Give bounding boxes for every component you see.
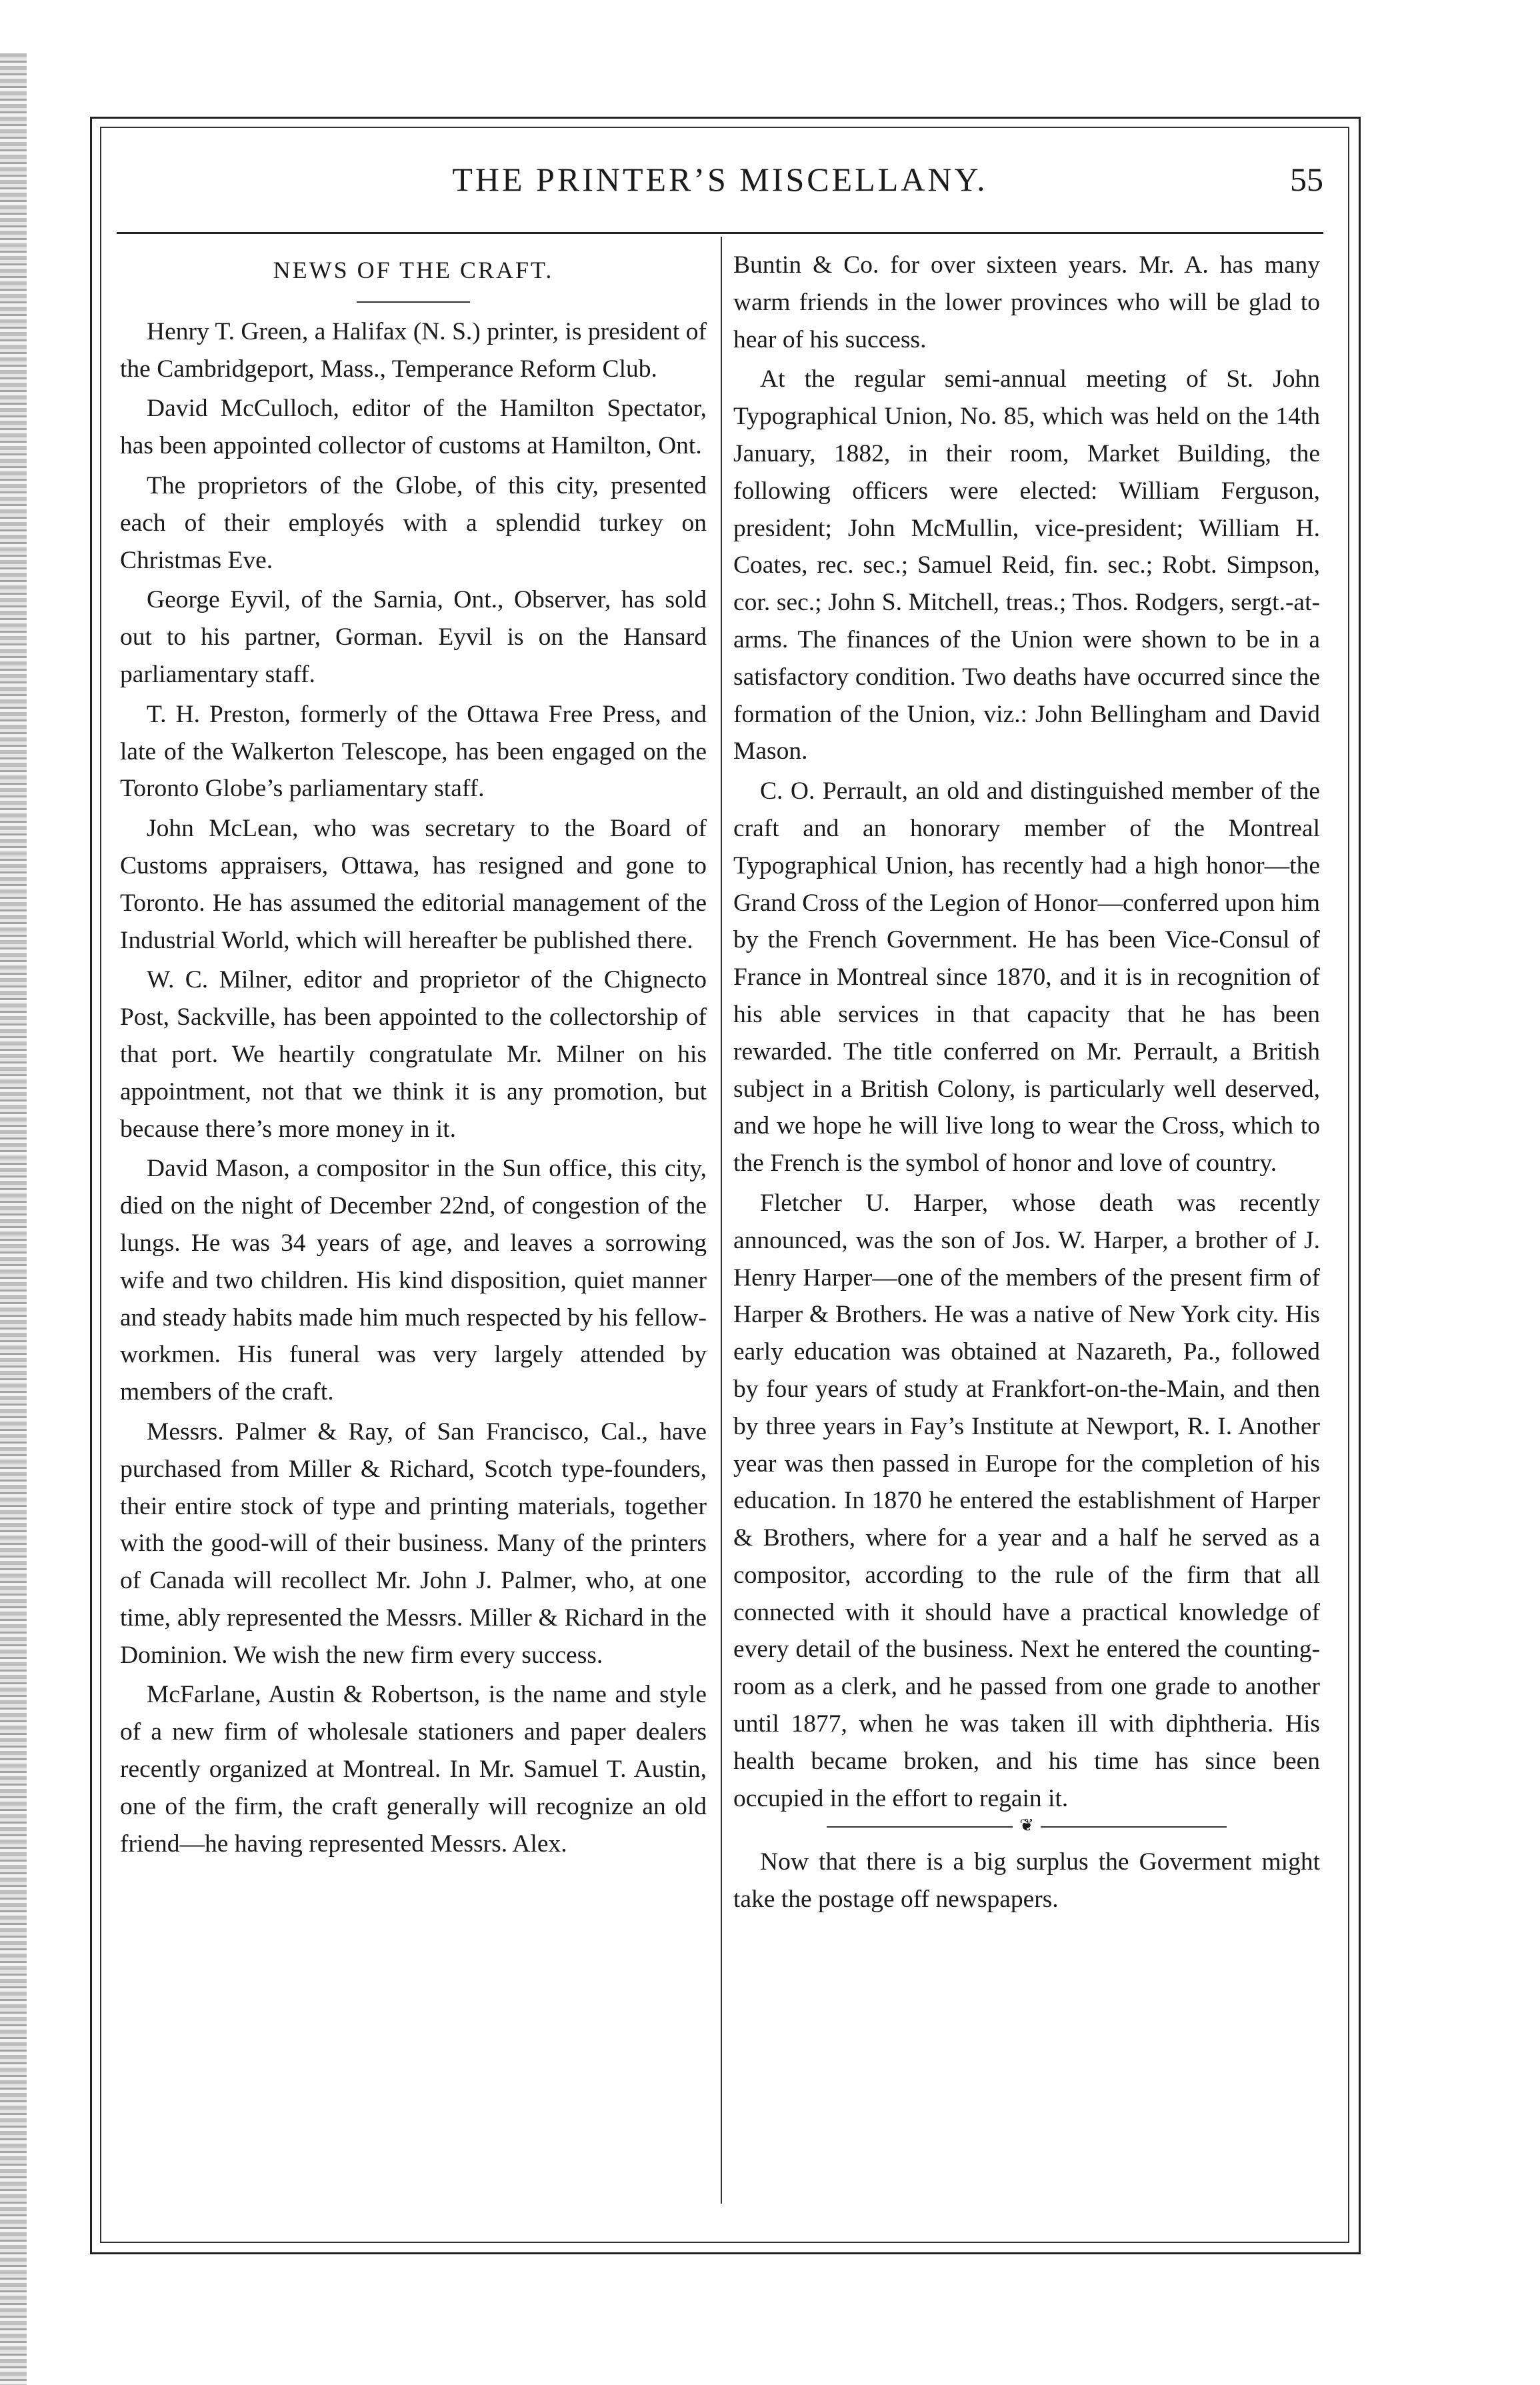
news-item: David Mason, a compositor in the Sun office, this city, died on the night of December 22nd, of congestion of the lungs. He was 34 years of age, and leaves a sorrowing wife and two children. His kind disposition, quiet manner and steady habits made him much respected by his fellow-workmen. His funeral was very largely attended by members of the craft. <box>120 1155 707 1406</box>
closing-item: Now that there is a big surplus the Goverment might take the postage off newspapers. <box>733 1848 1320 1914</box>
divider-ornament: ❦ <box>1013 1817 1041 1834</box>
ornamental-divider <box>827 1816 1227 1836</box>
news-item: Henry T. Green, a Halifax (N. S.) printer, is president of the Cambridgeport, Mass., Temperance Reform Club. <box>120 317 707 383</box>
right-column <box>733 247 1320 1921</box>
news-item: Fletcher U. Harper, whose death was recently announced, was the son of Jos. W. Harper, a brother of J. Henry Harper—one of the members of the present firm of Harper & Brothers. He was a native of New York city. His early education was obtained at Nazareth, Pa., followed by four years of study at Frankfort-on-the-Main, and then by three years in Fay’s Institute at Newport, R. I. Another year was then passed in Europe for the completion of his education. In 1870 he entered the establishment of Harper & Brothers, where for a year and a half he served as a compositor, according to the rule of the firm that all connected with it should have a practical knowledge of every detail of the business. Next he entered the counting-room as a clerk, and he passed from one grade to another until 1877, when he was taken ill with diphtheria. His health became broken, and his time has since been occupied in the effort to regain it. <box>733 1189 1320 1812</box>
news-item: The proprietors of the Globe, of this city, presented each of their employés with a splendid turkey on Christmas Eve. <box>120 471 707 574</box>
news-item: George Eyvil, of the Sarnia, Ont., Observer, has sold out to his partner, Gorman. Eyvil is on the Hansard parliamentary staff. <box>120 586 707 688</box>
page-number: 55 <box>1290 161 1323 198</box>
news-item: At the regular semi-annual meeting of St. John Typographical Union, No. 85, which was held on the 14th January, 1882, in their room, Market Building, the following officers were elected: William Ferguson, president; John McMullin, vice-president; William H. Coates, rec. sec.; Samuel Reid, fin. sec.; Robt. Simpson, cor. sec.; John S. Mitchell, treas.; Thos. Rodgers, sergt.-at-arms. The finances of the Union were shown to be in a satisfactory condition. Two deaths have occurred since the formation of the Union, viz.: John Bellingham and David Mason. <box>733 365 1320 765</box>
column-divider <box>721 237 722 2204</box>
header-rule <box>117 232 1323 234</box>
news-item: T. H. Preston, formerly of the Ottawa Free Press, and late of the Walkerton Telescope, has been engaged on the Toronto Globe’s parliamentary staff. <box>120 700 707 803</box>
running-head <box>117 160 1323 213</box>
news-item: Messrs. Palmer & Ray, of San Francisco, Cal., have purchased from Miller & Richard, Scotch type-founders, their entire stock of type and printing materials, together with the good-will of their business. Many of the printers of Canada will recollect Mr. John J. Palmer, who, at one time, ably represented the Messrs. Miller & Richard in the Dominion. We wish the new firm every success. <box>120 1418 707 1669</box>
news-item: W. C. Milner, editor and proprietor of the Chignecto Post, Sackville, has been appointed to the collectorship of that port. We heartily congratulate Mr. Milner on his appointment, not that we think it is any promotion, but because there’s more money in it. <box>120 966 707 1143</box>
left-column <box>120 247 707 1865</box>
journal-title: THE PRINTER’S MISCELLANY. <box>452 161 988 198</box>
news-item: C. O. Perrault, an old and distinguished member of the craft and an honorary member of the Montreal Typographical Union, has recently had a high honor—the Grand Cross of the Legion of Honor—conferred upon him by the French Government. He has been Vice-Consul of France in Montreal since 1870, and it is in recognition of his able services in that capacity that he has been rewarded. The title conferred on Mr. Perrault, a British subject in a British Colony, is particularly well deserved, and we hope he will live long to wear the Cross, which to the French is the symbol of honor and love of country. <box>733 777 1320 1177</box>
section-heading: NEWS OF THE CRAFT. <box>273 257 554 283</box>
section-heading-rule <box>357 301 470 303</box>
book-binding-edge <box>0 53 27 2385</box>
news-item: John McLean, who was secretary to the Board of Customs appraisers, Ottawa, has resigned and gone to Toronto. He has assumed the editorial management of the Industrial World, which will hereafter be published there. <box>120 815 707 954</box>
news-item-continued: Buntin & Co. for over sixteen years. Mr. A. has many warm friends in the lower provinces who will be glad to hear of his success. <box>733 251 1320 353</box>
news-item: McFarlane, Austin & Robertson, is the name and style of a new firm of wholesale stationers and paper dealers recently organized at Montreal. In Mr. Samuel T. Austin, one of the firm, the craft generally will recognize an old friend—he having represented Messrs. Alex. <box>120 1681 707 1858</box>
news-item: David McCulloch, editor of the Hamilton Spectator, has been appointed collector of customs at Hamilton, Ont. <box>120 395 707 460</box>
